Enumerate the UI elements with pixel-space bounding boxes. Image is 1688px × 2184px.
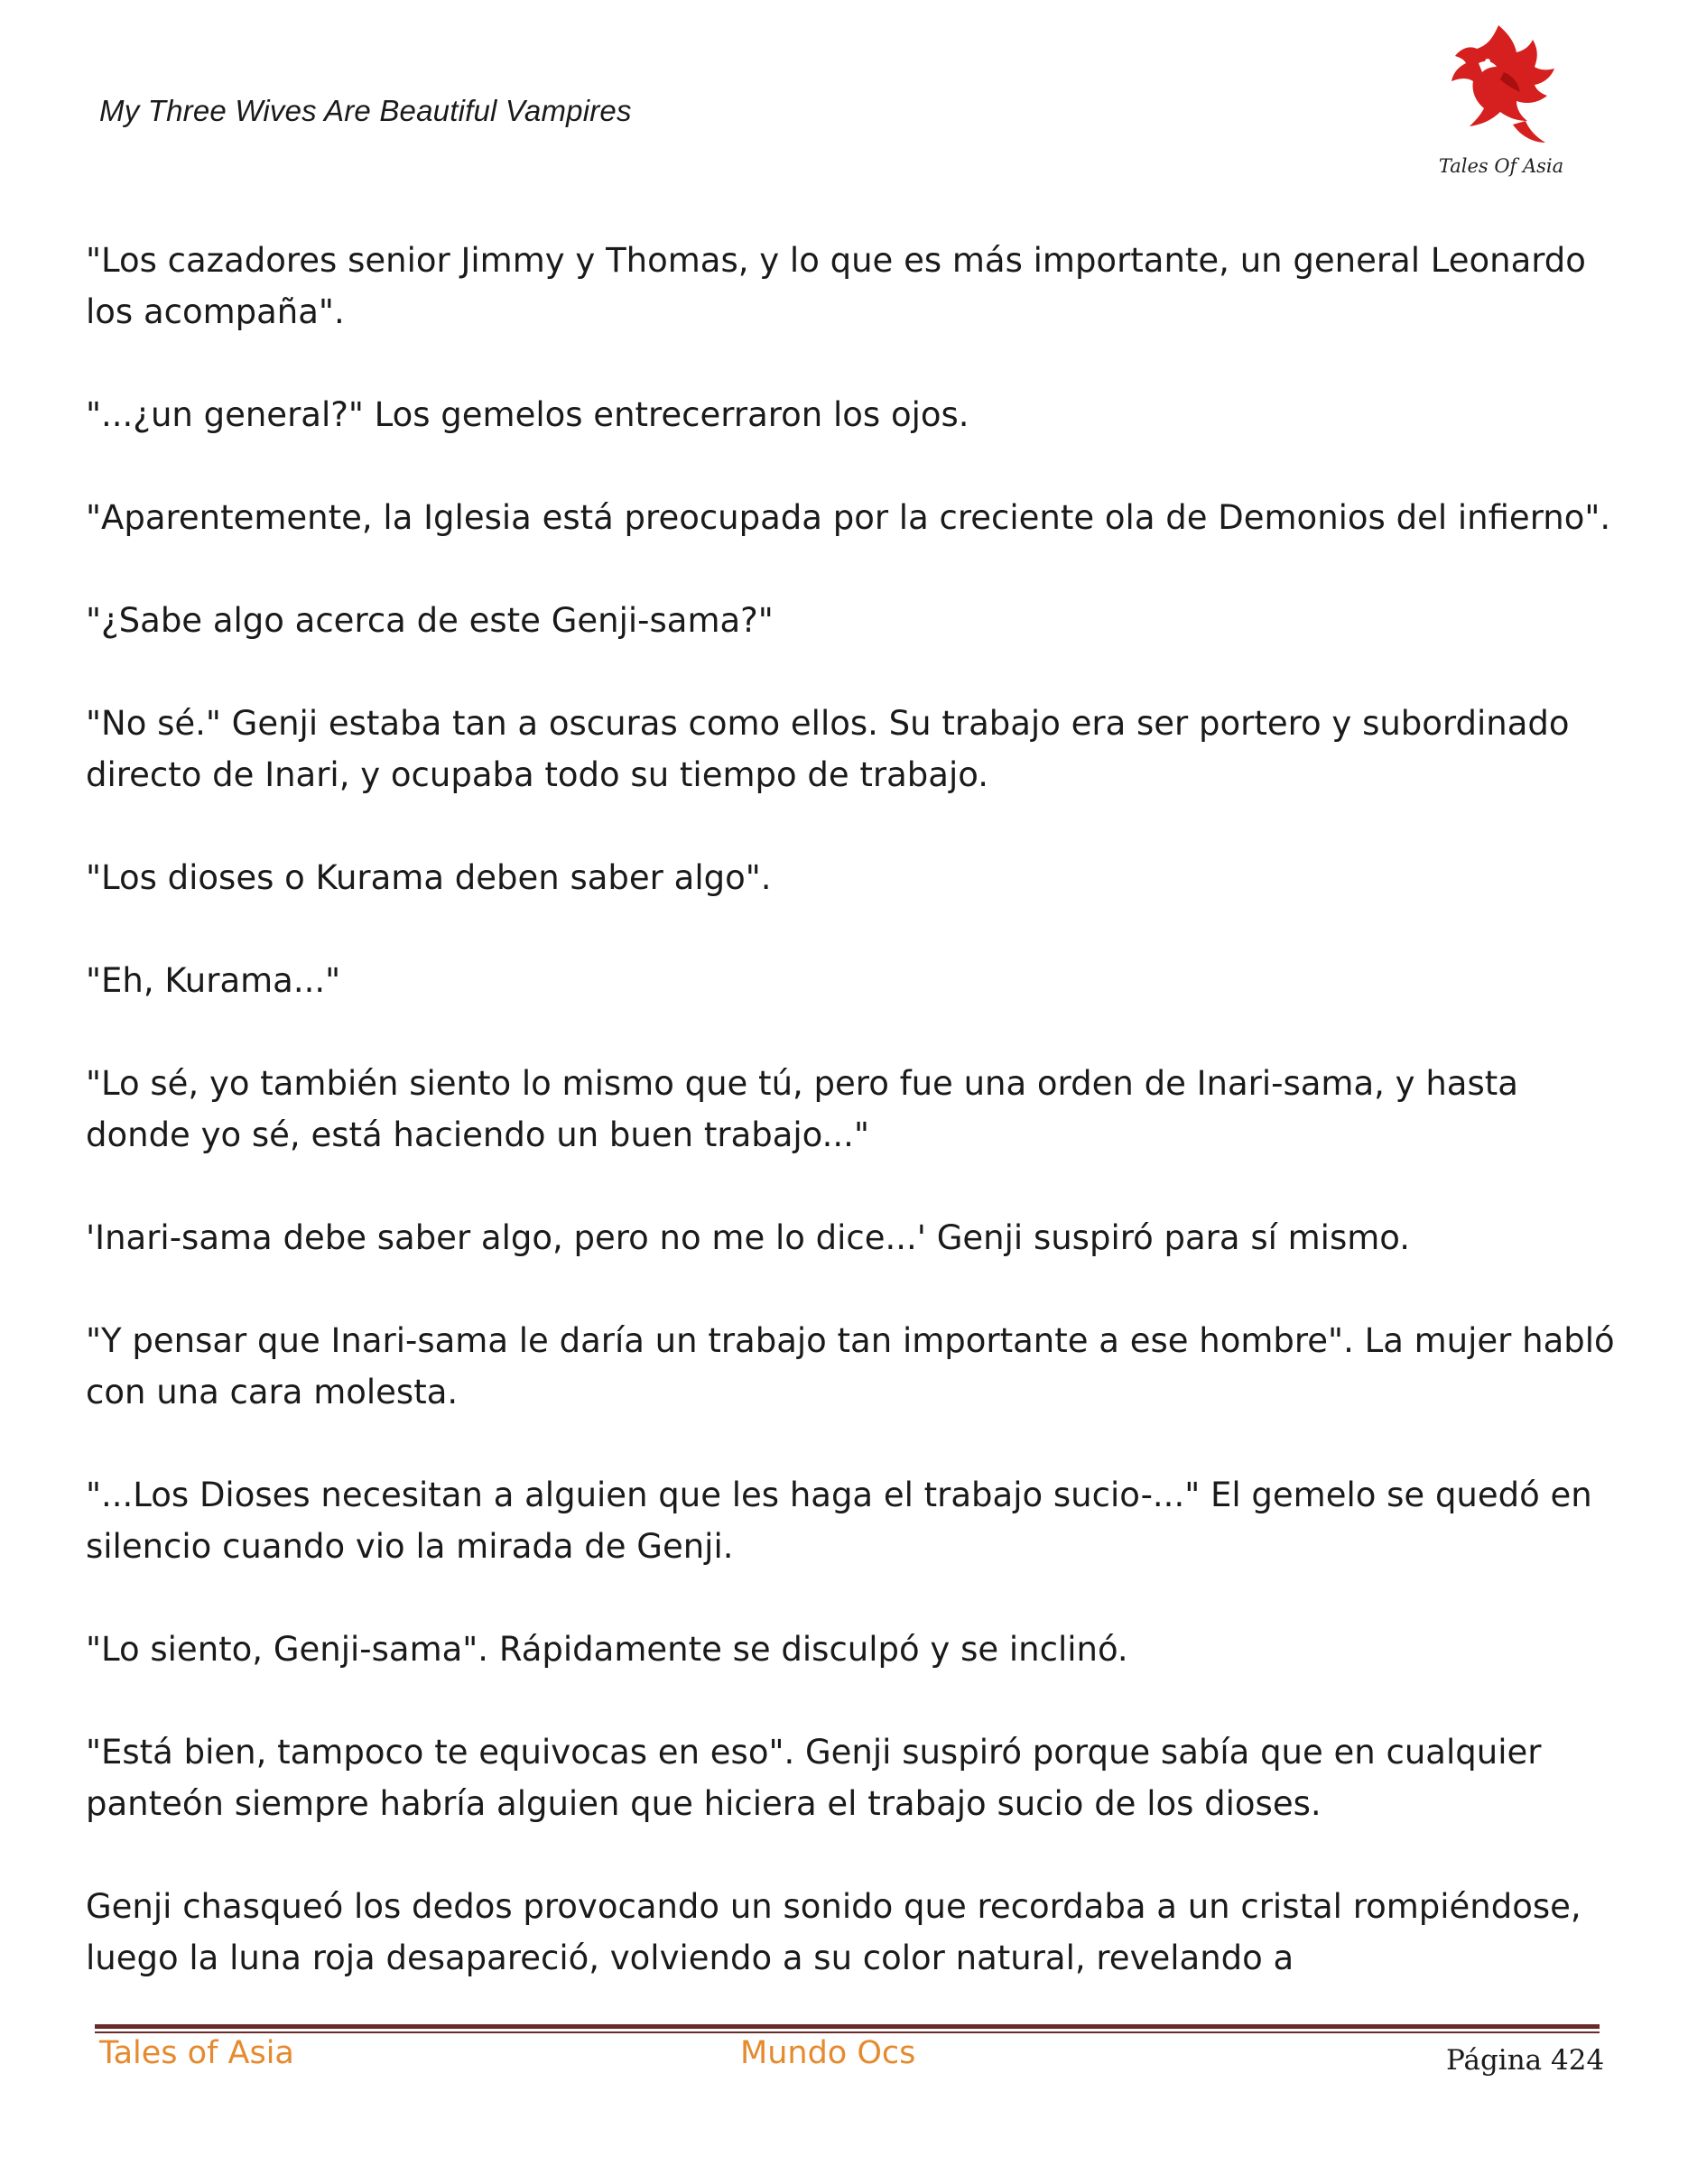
paragraph: 'Inari-sama debe saber algo, pero no me lo dice...' Genji suspiró para sí mismo. bbox=[86, 1218, 1411, 1257]
book-title: My Three Wives Are Beautiful Vampires bbox=[99, 94, 632, 127]
paragraph: "Está bien, tampoco te equivocas en eso". Genji suspiró porque sabía que en cualquier panteón siempre habría alguien que hiciera el trabajo sucio de los dioses. bbox=[86, 1733, 1542, 1823]
footer-divider-thin bbox=[95, 2031, 1600, 2033]
paragraph: "Y pensar que Inari-sama le daría un trabajo tan importante a ese hombre". La mujer habló con una cara molesta. bbox=[86, 1321, 1615, 1411]
paragraph: "Aparentemente, la Iglesia está preocupada por la creciente ola de Demonios del infierno". bbox=[86, 498, 1611, 537]
tales-of-asia-logo bbox=[1433, 18, 1569, 182]
paragraph: "...Los Dioses necesitan a alguien que les haga el trabajo sucio-..." El gemelo se quedó en silencio cuando vio la mirada de Genji. bbox=[86, 1476, 1592, 1566]
footer-divider bbox=[95, 2024, 1600, 2029]
paragraph: Genji chasqueó los dedos provocando un sonido que recordaba a un cristal rompiéndose, luego la luna roja desapareció, volviendo a su color natural, revelando a bbox=[86, 1887, 1581, 1977]
paragraph: "No sé." Genji estaba tan a oscuras como ellos. Su trabajo era ser portero y subordinado directo de Inari, y ocupaba todo su tiempo de trabajo. bbox=[86, 704, 1570, 794]
paragraph: "¿Sabe algo acerca de este Genji-sama?" bbox=[86, 601, 774, 640]
paragraph: "Eh, Kurama..." bbox=[86, 961, 341, 1000]
main-text bbox=[86, 235, 1620, 1984]
paragraph: "Los cazadores senior Jimmy y Thomas, y lo que es más importante, un general Leonardo los acompaña". bbox=[86, 241, 1586, 331]
paragraph: "...¿un general?" Los gemelos entrecerraron los ojos. bbox=[86, 395, 969, 434]
paragraph: "Lo siento, Genji-sama". Rápidamente se disculpó y se inclinó. bbox=[86, 1630, 1128, 1669]
footer-section: Mundo Ocs bbox=[740, 2035, 916, 2071]
red-dragon-icon bbox=[1433, 18, 1569, 153]
paragraph: "Lo sé, yo también siento lo mismo que tú, pero fue una orden de Inari-sama, y hasta donde yo sé, está haciendo un buen trabajo..." bbox=[86, 1064, 1518, 1154]
paragraph: "Los dioses o Kurama deben saber algo". bbox=[86, 858, 772, 897]
logo-text: Tales Of Asia bbox=[1438, 155, 1564, 177]
footer-site-name: Tales of Asia bbox=[99, 2035, 294, 2071]
page-number: Página 424 bbox=[1446, 2044, 1605, 2077]
